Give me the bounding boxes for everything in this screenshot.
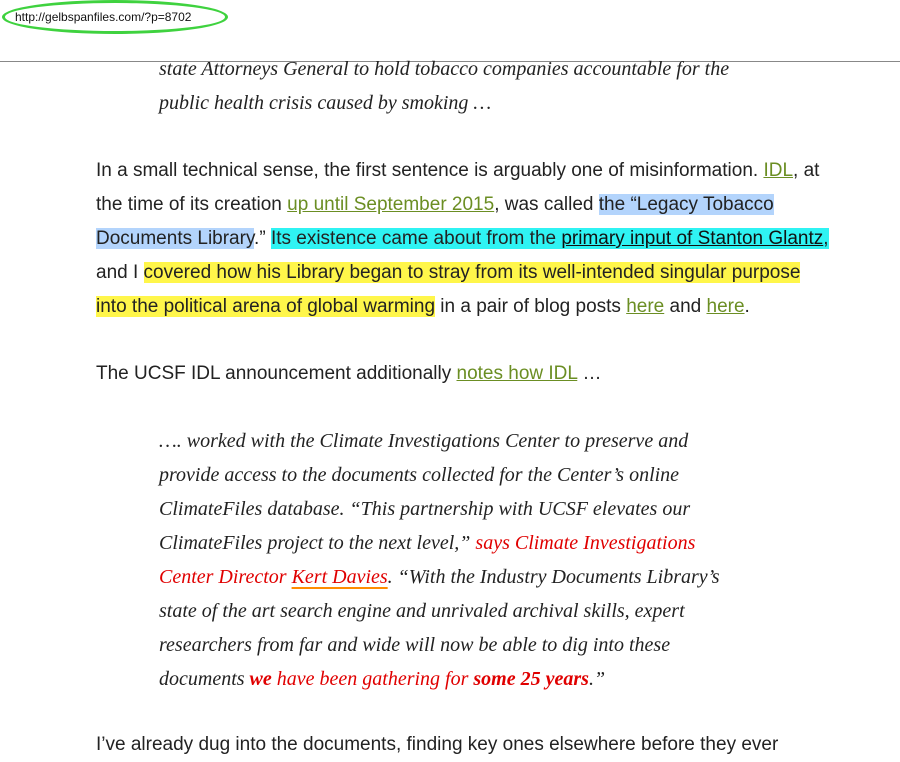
cyan-highlight: [271, 228, 829, 249]
quote-line: [159, 662, 859, 696]
text: .: [744, 296, 750, 317]
blue-highlight: Documents Library: [96, 228, 255, 249]
quote-line: public health crisis caused by smoking …: [159, 92, 492, 114]
red-annotation-text: Center Director: [159, 566, 292, 588]
text: .”: [254, 228, 271, 249]
quote-line: state Attorneys General to hold tobacco companies accountable for the: [159, 58, 730, 80]
paragraph-ucsf-announcement: [96, 357, 896, 391]
yellow-highlight: into the political arena of global warming: [96, 296, 436, 317]
red-bold-text: some 25 years: [473, 668, 589, 690]
para-line: I’ve already dug into the documents, finding key ones elsewhere before they ever: [96, 734, 779, 755]
blockquote-top: [159, 52, 859, 120]
text: .”: [588, 668, 606, 690]
here-link-1[interactable]: here: [626, 296, 665, 317]
blue-highlight: the “Legacy Tobacco: [598, 194, 774, 215]
para-line: [96, 290, 896, 324]
text: and: [664, 296, 707, 317]
text: the time of its creation: [96, 194, 288, 215]
text: ClimateFiles project to the next level,”: [159, 532, 476, 554]
para-line: [96, 154, 896, 188]
para-line: [96, 357, 896, 391]
quote-line: [159, 560, 859, 594]
paragraph-dug-into-documents: [96, 728, 896, 762]
text: ,: [823, 228, 829, 249]
para-line: [96, 188, 896, 222]
quote-line: ClimateFiles database. “This partnership with UCSF elevates our: [159, 498, 691, 520]
text: , at: [793, 160, 820, 181]
red-bold-text: we: [249, 668, 272, 690]
text: In a small technical sense, the first sentence is arguably one of misinformation.: [96, 160, 764, 181]
para-line: [96, 256, 896, 290]
red-annotation-text: says Climate Investigations: [475, 532, 696, 554]
notes-how-idl-link[interactable]: notes how IDL: [456, 363, 578, 384]
text: Its existence came about from the: [270, 228, 562, 249]
quote-line: …. worked with the Climate Investigations Center to preserve and: [159, 430, 689, 452]
text: documents: [159, 668, 250, 690]
green-oval-annotation: [2, 0, 228, 34]
text: , was called: [494, 194, 599, 215]
red-annotation-text: have been gathering for: [271, 668, 474, 690]
stanton-glantz-link[interactable]: primary input of Stanton Glantz: [561, 228, 824, 249]
text: …: [577, 363, 602, 384]
quote-line: researchers from far and wide will now be able to dig into these: [159, 634, 671, 656]
text: . “With the Industry Documents Library’s: [387, 566, 720, 588]
kert-davies-underlined: Kert Davies: [291, 566, 388, 588]
url-text: http://gelbspanfiles.com/?p=8702: [15, 10, 192, 24]
text: The UCSF IDL announcement additionally: [96, 363, 457, 384]
para-line: [96, 222, 896, 256]
here-link-2[interactable]: here: [706, 296, 745, 317]
blockquote-climate-center: [159, 424, 859, 696]
quote-line: [159, 526, 859, 560]
text: in a pair of blog posts: [435, 296, 627, 317]
idl-link[interactable]: IDL: [763, 160, 794, 181]
paragraph-idl-history: [96, 154, 896, 324]
yellow-highlight: covered how his Library began to stray from its well-intended singular purpose: [143, 262, 801, 283]
september-2015-link[interactable]: up until September 2015: [287, 194, 495, 215]
quote-line: state of the art search engine and unrivaled archival skills, expert: [159, 600, 685, 622]
text: and I: [96, 262, 144, 283]
quote-line: provide access to the documents collected for the Center’s online: [159, 464, 680, 486]
